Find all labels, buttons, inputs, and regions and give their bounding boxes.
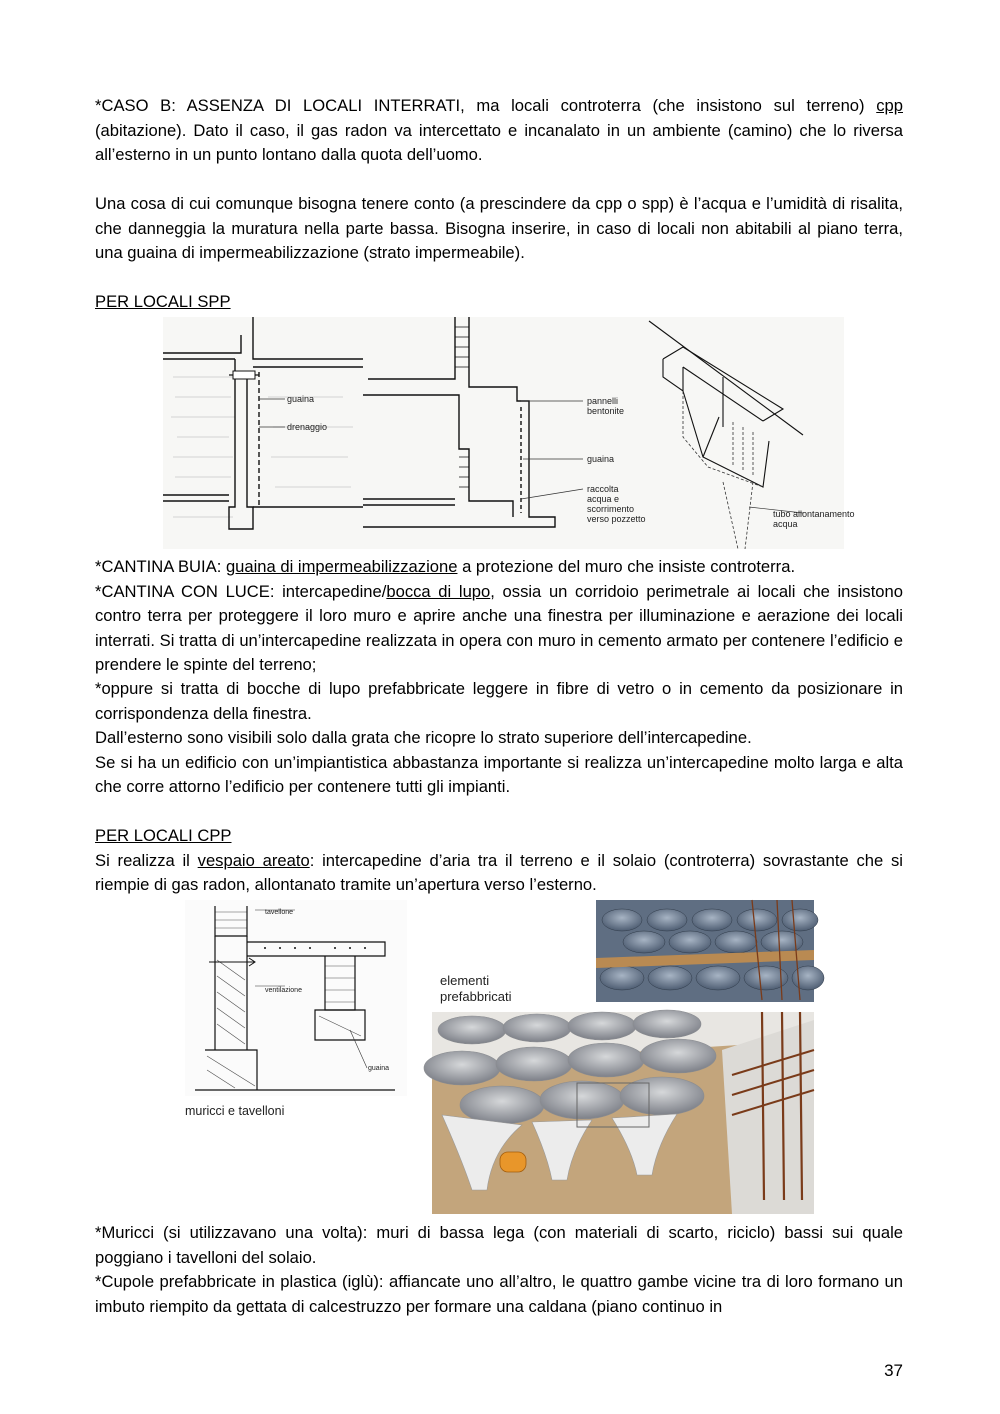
cantina-buia-suffix: a protezione del muro che insiste controterra. — [457, 557, 796, 576]
label-pannelli: pannelli — [587, 396, 619, 406]
caption-muricci: muricci e tavelloni — [185, 1104, 285, 1118]
label-acqua-e: acqua e — [587, 494, 620, 504]
label-raccolta: raccolta — [587, 484, 619, 494]
figure-spp-sections — [163, 317, 855, 549]
vespaio-suffix: : intercapedine d’aria tra il terreno e il solaio (controterra) sovrastante che si riempie di gas radon, allontanato tramite un’apertura verso l’esterno. — [95, 850, 903, 895]
heading-spp: PER LOCALI SPP — [95, 292, 231, 311]
spp-drawing — [163, 317, 855, 549]
label-ventilazione: ventilazione — [265, 987, 302, 994]
figure-muricci — [185, 900, 407, 1120]
muricci-drawing — [185, 900, 407, 1120]
label-scorrimento: scorrimento — [587, 504, 635, 514]
label-guaina-cpp: guaina — [368, 1065, 390, 1072]
guaina-underlined: guaina di impermeabilizzazione — [225, 557, 458, 576]
cantina-buia-prefix: *CANTINA BUIA: — [95, 557, 226, 576]
figure-igloo — [432, 900, 814, 1214]
label-guaina-2: guaina — [587, 454, 615, 464]
cpp-underlined: cpp — [876, 96, 903, 115]
cantina-luce-prefix: *CANTINA CON LUCE: intercapedine/ — [95, 581, 387, 601]
cupole-paragraph: *Cupole prefabbricate in plastica (iglù): affiancate uno all’altro, le quattro gambe vicine tra di loro formano un imbuto riempito da gettata di calcestruzzo per formare una caldana (piano continuo in — [95, 1272, 903, 1316]
impianti-paragraph: Se si ha un edificio con un’impiantistica abbastanza importante si realizza un’intercapedine molto larga e alta che corre attorno l’edificio per contenere tutti gli impianti. — [95, 752, 903, 797]
label-elementi: elementi — [440, 973, 490, 988]
label-tubo: tubo allontanamento — [773, 509, 855, 519]
label-drenaggio: drenaggio — [287, 422, 328, 432]
igloo-images — [432, 900, 814, 1214]
cantina-luce-suffix: , ossia un corridoio perimetrale ai locali che insistono contro terra per proteggere il loro muro e aprire anche una finestra per illuminazione e aerazione dei locali interrati. Si tratta di un’intercapedine realizzata in opera con muro in cemento armato per contenere l’edificio e prendere le spinte del terreno; — [95, 581, 903, 675]
vespaio-underlined: vespaio areato — [197, 850, 310, 870]
label-tubo-acqua: acqua — [773, 519, 798, 529]
label-tavellone: tavellone — [265, 909, 294, 916]
label-guaina: guaina — [287, 394, 315, 404]
page-number: 37 — [884, 1361, 903, 1380]
bocca-di-lupo-underlined: bocca di lupo — [386, 581, 491, 601]
vespaio-prefix: Si realizza il — [95, 850, 198, 870]
label-prefabbricati: prefabbricati — [440, 989, 512, 1004]
oppure-paragraph: *oppure si tratta di bocche di lupo prefabbricate leggere in fibre di vetro o in cemento da posizionare in corrispondenza della finestra. — [95, 679, 903, 723]
vespaio-paragraph — [95, 849, 903, 898]
muricci-paragraph: *Muricci (si utilizzavano una volta): muri di bassa lega (con materiali di scarto, riciclo) bassi sui quale poggiano i tavelloni del solaio. — [95, 1223, 903, 1267]
caso-b-paragraph — [95, 94, 903, 168]
caso-b-text: *CASO B: ASSENZA DI LOCALI INTERRATI, ma locali controterra (che insistono sul terreno) — [95, 96, 877, 115]
label-bentonite: bentonite — [587, 406, 625, 416]
cantina-buia-paragraph — [95, 555, 903, 580]
heading-cpp: PER LOCALI CPP — [95, 826, 232, 845]
label-verso-pozzetto: verso pozzetto — [587, 514, 646, 524]
esterno-paragraph: Dall’esterno sono visibili solo dalla grata che ricopre lo strato superiore dell’intercapedine. — [95, 728, 752, 747]
acqua-paragraph: Una cosa di cui comunque bisogna tenere conto (a prescindere da cpp o spp) è l’acqua e l’umidità di risalita, che danneggia la muratura nella parte bassa. Bisogna inserire, in caso di locali non abitabili al piano terra, una guaina di impermeabilizzazione (strato impermeabile). — [95, 194, 903, 263]
cantina-luce-paragraph — [95, 580, 903, 678]
caso-b-text-cont: (abitazione). Dato il caso, il gas radon va intercettato e incanalato in un ambiente (camino) che lo riversa all’esterno in un punto lontano dalla quota dell’uomo. — [95, 120, 903, 165]
